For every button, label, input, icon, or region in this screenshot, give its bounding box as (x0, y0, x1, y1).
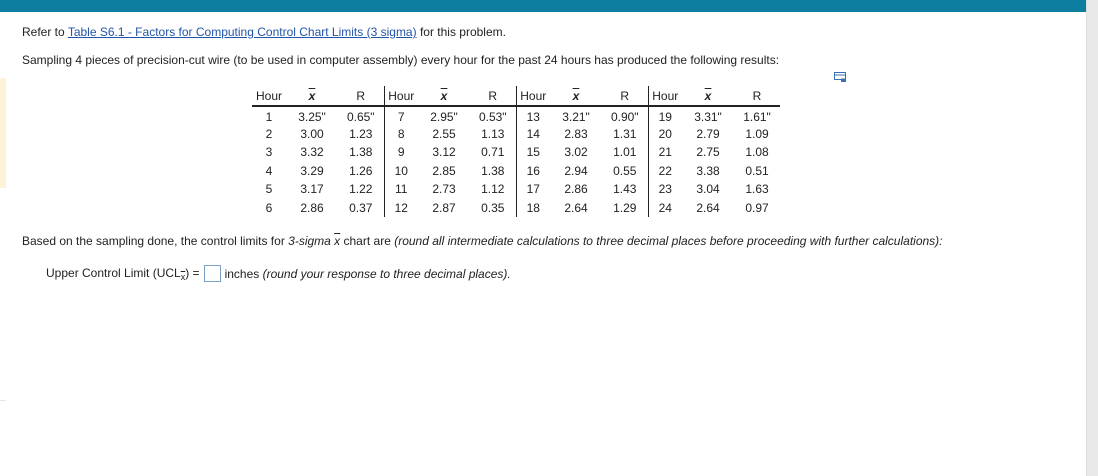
xbar-cell: 2.87 (432, 200, 456, 215)
left-margin-divider (0, 400, 6, 476)
table-body (252, 106, 780, 217)
header-hour: Hour (384, 86, 418, 106)
r-cell: 0.55 (613, 163, 637, 178)
xbar-cell: 2.86 (564, 182, 588, 197)
reference-suffix: for this problem. (416, 25, 506, 39)
hour-cell: 12 (384, 199, 418, 218)
r-cell: 1.01 (613, 145, 637, 160)
r-cell: 1.26 (349, 163, 373, 178)
r-cell: 1.63 (745, 182, 769, 197)
hour-cell: 20 (648, 125, 682, 144)
r-cell: 1.31 (613, 126, 637, 141)
hour-cell: 24 (648, 199, 682, 218)
header-r: R (338, 86, 384, 106)
reference-line (22, 25, 506, 39)
xbar-cell: 3.31" (694, 109, 722, 124)
xbar-cell: 2.64 (696, 200, 720, 215)
hour-cell: 13 (516, 106, 550, 125)
left-margin-highlight (0, 78, 6, 188)
hour-cell: 11 (384, 180, 418, 199)
hour-cell: 7 (384, 106, 418, 125)
hour-cell: 4 (265, 163, 273, 178)
hour-cell: 17 (516, 180, 550, 199)
hour-cell: 2 (265, 126, 273, 141)
table-row (252, 106, 780, 125)
data-table-icon[interactable] (834, 72, 846, 82)
scrollbar[interactable] (1086, 0, 1098, 476)
xbar-cell: 2.75 (696, 145, 720, 160)
top-header-bar (0, 0, 1086, 12)
header-hour: Hour (648, 86, 682, 106)
table-row (252, 125, 780, 144)
hour-cell: 1 (265, 109, 273, 124)
ucl-answer-input[interactable] (204, 265, 221, 282)
xbar-cell: 2.85 (432, 163, 456, 178)
r-cell: 0.37 (349, 200, 373, 215)
xbar-cell: 2.94 (564, 163, 588, 178)
hour-cell: 9 (384, 143, 418, 162)
r-cell: 1.12 (481, 182, 505, 197)
table-row (252, 199, 780, 218)
r-cell: 1.08 (745, 145, 769, 160)
based-statement: Based on the sampling done, the control limits for 3-sigma $\overline{x}$ chart are (round all intermediate calculations to three decimal places before proceeding with further calculations): (22, 234, 943, 248)
table-row (252, 162, 780, 181)
xbar-cell: 2.79 (696, 126, 720, 141)
xbar-cell: 3.25" (298, 109, 326, 124)
r-cell: 0.53" (478, 109, 507, 124)
xbar-cell: 3.02 (564, 145, 588, 160)
r-cell: 1.29 (613, 200, 637, 215)
hour-cell: 8 (384, 125, 418, 144)
xbar-cell: 3.12 (432, 145, 456, 160)
r-cell: 1.38 (481, 163, 505, 178)
r-cell: 1.09 (745, 126, 769, 141)
header-r: R (734, 86, 780, 106)
xbar-cell: 3.04 (696, 182, 720, 197)
reference-prefix: Refer to (22, 25, 68, 39)
hour-cell: 3 (265, 145, 273, 160)
r-cell: 1.61" (743, 109, 771, 124)
r-cell: 0.51 (745, 163, 769, 178)
r-cell: 0.90" (610, 109, 639, 124)
xbar-cell: 3.21" (562, 109, 590, 124)
hour-cell: 23 (648, 180, 682, 199)
xbar-cell: 2.73 (432, 182, 456, 197)
header-xbar: $\overline{x}$ (682, 86, 734, 106)
header-hour: Hour (252, 86, 286, 106)
xbar-cell: 2.64 (564, 200, 588, 215)
header-r: R (602, 86, 648, 106)
r-cell: 0.97 (745, 200, 769, 215)
hour-cell: 21 (648, 143, 682, 162)
xbar-cell: 3.32 (300, 145, 324, 160)
xbar-cell: 2.83 (564, 126, 588, 141)
r-cell: 1.23 (349, 126, 373, 141)
r-cell: 0.71 (481, 145, 505, 160)
xbar-cell: 3.29 (300, 163, 324, 178)
hour-cell: 6 (265, 200, 273, 215)
xbar-cell: 2.55 (432, 126, 456, 141)
r-cell: 1.22 (349, 182, 373, 197)
xbar-cell: 3.17 (300, 182, 324, 197)
r-cell: 1.38 (349, 145, 373, 160)
ucl-units: inches (224, 266, 260, 281)
table-row (252, 180, 780, 199)
hour-cell: 18 (516, 199, 550, 218)
xbar-cell: 3.38 (696, 163, 720, 178)
table-row (252, 143, 780, 162)
header-xbar: $\overline{x}$ (286, 86, 338, 106)
r-cell: 1.43 (613, 182, 637, 197)
hour-cell: 10 (384, 162, 418, 181)
ucl-rounding-note: (round your response to three decimal places). (262, 266, 511, 281)
hour-cell: 15 (516, 143, 550, 162)
rounding-note: (round all intermediate calculations to three decimal places before proceeding with further calculations): (394, 234, 943, 248)
xbar-cell: 2.95" (430, 109, 458, 124)
header-xbar: $\overline{x}$ (550, 86, 602, 106)
header-xbar: $\overline{x}$ (418, 86, 470, 106)
header-hour: Hour (516, 86, 550, 106)
hour-cell: 22 (648, 162, 682, 181)
r-cell: 1.13 (481, 126, 505, 141)
ucl-row (46, 265, 511, 282)
problem-intro: Sampling 4 pieces of precision-cut wire (to be used in computer assembly) every hour for the past 24 hours has produced the following results: (22, 53, 780, 67)
results-table (252, 86, 780, 217)
header-r: R (470, 86, 516, 106)
hour-cell: 14 (516, 125, 550, 144)
hour-cell: 19 (648, 106, 682, 125)
table-header-row (252, 86, 780, 106)
hour-cell: 16 (516, 162, 550, 181)
hour-cell: 5 (265, 182, 273, 197)
ucl-label: Upper Control Limit $(UCL_{\overline{x}})$ = (46, 265, 200, 282)
r-cell: 0.35 (481, 200, 505, 215)
factors-table-link[interactable]: Table S6.1 - Factors for Computing Control Chart Limits (3 sigma) (67, 25, 417, 39)
xbar-cell: 2.86 (300, 200, 324, 215)
r-cell: 0.65" (346, 109, 375, 124)
xbar-cell: 3.00 (300, 126, 324, 141)
